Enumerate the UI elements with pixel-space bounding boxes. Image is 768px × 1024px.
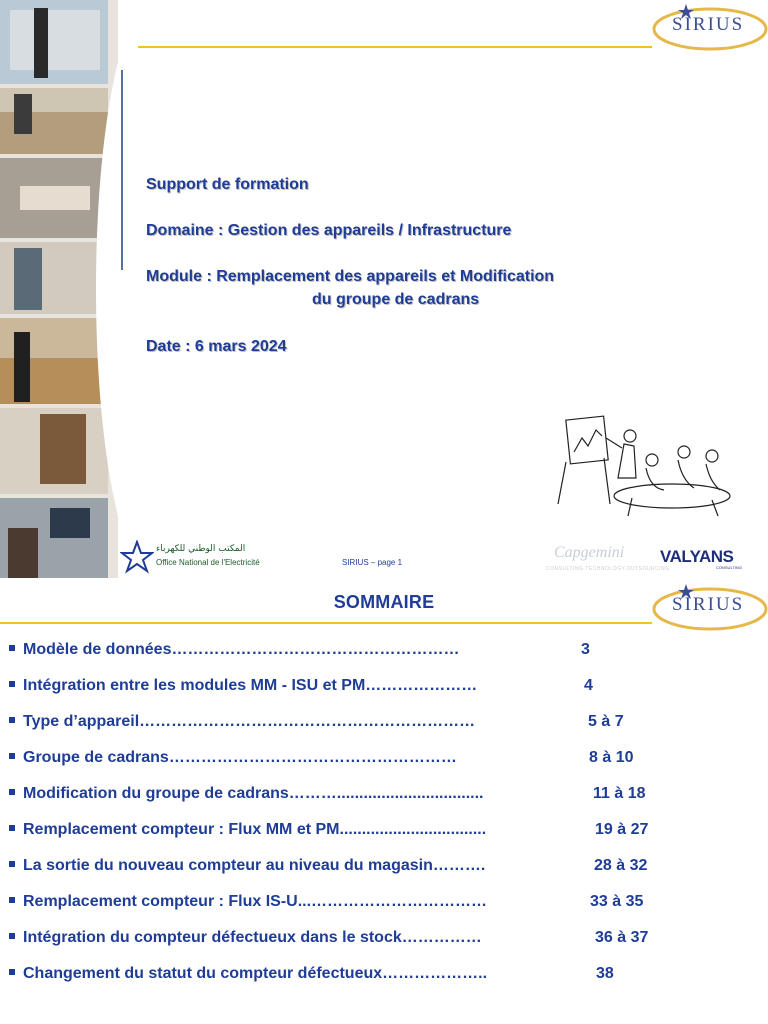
toc-page: 3 bbox=[581, 641, 590, 658]
bullet-icon bbox=[9, 861, 15, 867]
toc-item[interactable] bbox=[9, 641, 459, 661]
toc-page: 4 bbox=[584, 677, 593, 694]
toc-label: Remplacement compteur : Flux IS-U...…………………………… bbox=[23, 893, 488, 910]
bullet-icon bbox=[9, 645, 15, 651]
toc-label: Type d’appareil……………………………………………………… bbox=[23, 713, 476, 730]
header-gold-line bbox=[138, 46, 652, 48]
toc-item[interactable] bbox=[9, 929, 482, 949]
domaine-title: Domaine : Gestion des appareils / Infrastructure bbox=[146, 222, 512, 239]
toc-label: Intégration entre les modules MM - ISU et PM………………… bbox=[23, 677, 478, 694]
sommaire-title: SOMMAIRE bbox=[333, 592, 435, 612]
photo-strip bbox=[0, 0, 118, 578]
valyans-logo: VALYANS bbox=[660, 547, 734, 566]
photo-agents-desk bbox=[0, 88, 108, 154]
capgemini-logo bbox=[546, 544, 670, 574]
photo-computer-desk bbox=[0, 498, 108, 578]
date-title: Date : 6 mars 2024 bbox=[146, 338, 287, 355]
toc-page: 33 à 35 bbox=[590, 893, 644, 910]
toc-item[interactable] bbox=[9, 821, 486, 841]
toc-item[interactable] bbox=[9, 677, 477, 697]
toc-page: 36 à 37 bbox=[595, 929, 649, 946]
toc-label: Remplacement compteur : Flux MM et PM................................. bbox=[23, 821, 487, 838]
summary-slide bbox=[0, 580, 768, 1024]
photo-agency-hall bbox=[0, 318, 108, 404]
sirius-logo-2 bbox=[652, 580, 768, 632]
sommaire-gold-line bbox=[0, 622, 652, 624]
toc-page: 11 à 18 bbox=[593, 785, 646, 802]
toc-label: Modification du groupe de cadrans………................................. bbox=[23, 785, 484, 802]
sirius-logo bbox=[652, 0, 768, 52]
module-title-line1: Module : Remplacement des appareils et Modification bbox=[146, 268, 555, 285]
toc-item[interactable] bbox=[9, 965, 487, 985]
bullet-icon bbox=[9, 897, 15, 903]
sirius-logo-text: SIRIUS bbox=[672, 14, 745, 35]
module-title-line2: du groupe de cadrans bbox=[312, 291, 480, 308]
toc-page: 19 à 27 bbox=[595, 821, 649, 838]
toc-item[interactable] bbox=[9, 857, 485, 877]
vertical-accent-line bbox=[121, 70, 123, 270]
capgemini-logo-text: Capgemini bbox=[554, 544, 625, 561]
capgemini-logo-subtitle: CONSULTING.TECHNOLOGY.OUTSOURCING bbox=[546, 566, 670, 572]
photo-office-counter bbox=[0, 0, 108, 84]
bullet-icon bbox=[9, 969, 15, 975]
toc-page: 8 à 10 bbox=[589, 749, 634, 766]
photo-office-door bbox=[0, 408, 108, 494]
toc-page: 5 à 7 bbox=[588, 713, 624, 730]
bullet-icon bbox=[9, 933, 15, 939]
one-logo-arabic: المكتب الوطني للكهرباء bbox=[156, 544, 246, 554]
one-star-icon bbox=[120, 540, 154, 574]
toc-label: Groupe de cadrans……………………………………………… bbox=[23, 749, 457, 766]
page-footer: SIRIUS – page 1 bbox=[342, 558, 403, 567]
meeting-sketch-illustration bbox=[552, 408, 738, 520]
one-logo-french: Office National de l'Electricité bbox=[156, 558, 260, 567]
sirius-logo-text-2: SIRIUS bbox=[672, 594, 745, 615]
bullet-icon bbox=[9, 789, 15, 795]
toc-label: Changement du statut du compteur défectueux……………….. bbox=[23, 965, 488, 982]
bullet-icon bbox=[9, 681, 15, 687]
toc-page: 38 bbox=[596, 965, 614, 982]
toc-label: La sortie du nouveau compteur au niveau du magasin………. bbox=[23, 857, 486, 874]
toc-item[interactable] bbox=[9, 749, 457, 769]
toc-item[interactable] bbox=[9, 785, 484, 805]
photo-hands-counter bbox=[0, 158, 108, 238]
support-title: Support de formation bbox=[146, 176, 309, 193]
bullet-icon bbox=[9, 717, 15, 723]
one-logo bbox=[120, 540, 272, 574]
photo-customer-service bbox=[0, 242, 108, 314]
toc-item[interactable] bbox=[9, 893, 487, 913]
toc-label: Intégration du compteur défectueux dans le stock…………… bbox=[23, 929, 482, 946]
toc-page: 28 à 32 bbox=[594, 857, 648, 874]
valyans-logo-subtitle: CONSULTING bbox=[716, 565, 742, 570]
bullet-icon bbox=[9, 753, 15, 759]
toc-label: Modèle de données……………………………………………… bbox=[23, 641, 460, 658]
bullet-icon bbox=[9, 825, 15, 831]
toc-item[interactable] bbox=[9, 713, 475, 733]
